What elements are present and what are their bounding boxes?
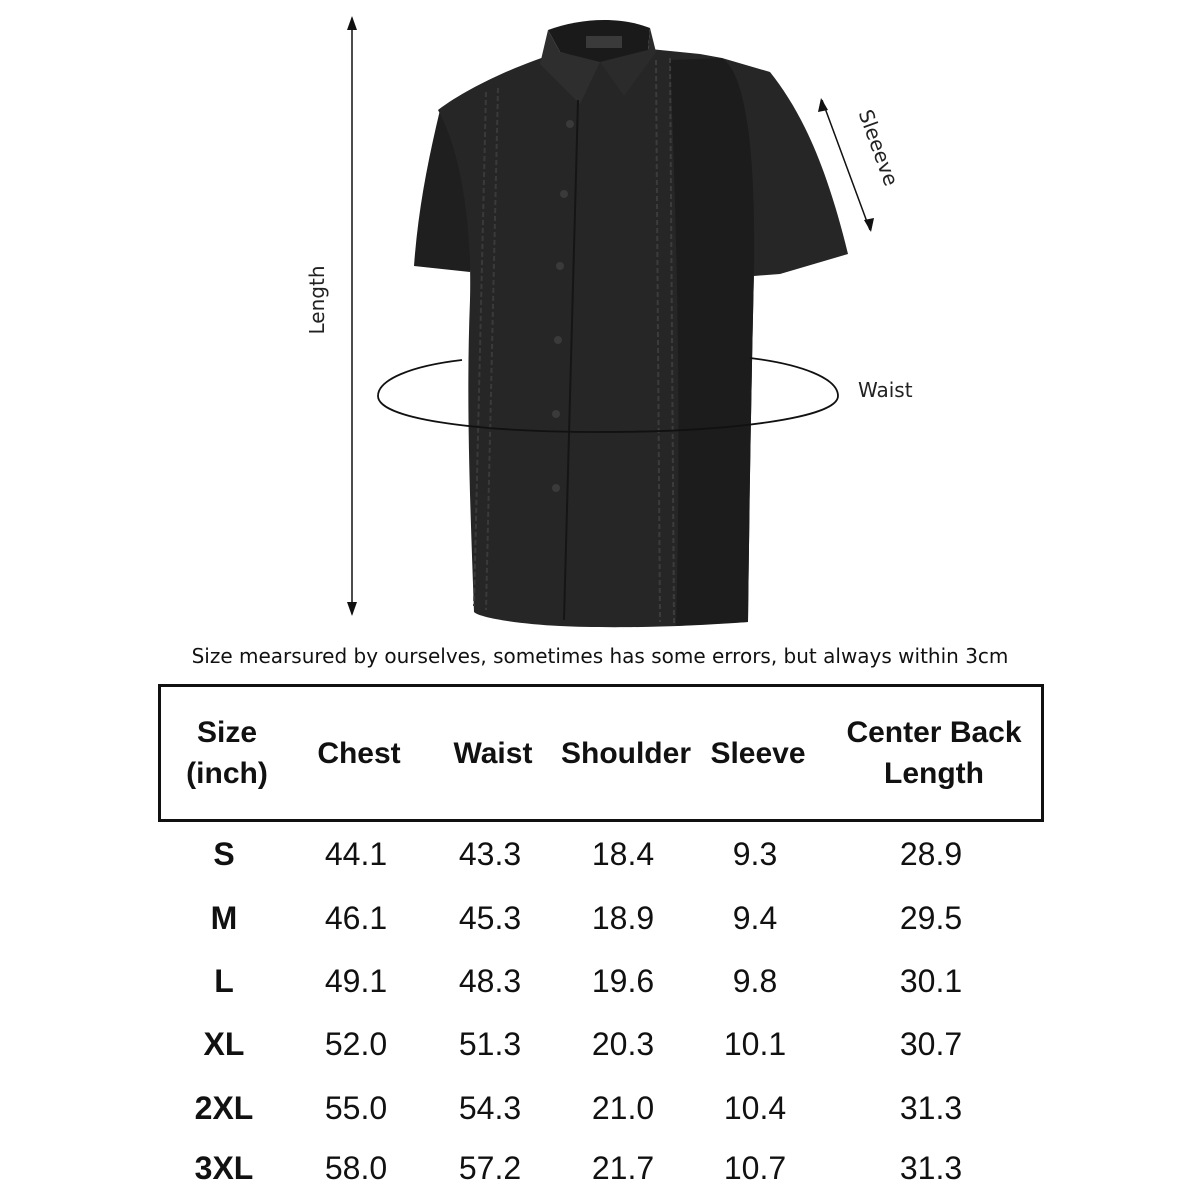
sleeve-cell: 9.8 xyxy=(732,962,778,999)
size-cell: 2XL xyxy=(194,1089,254,1126)
length-label: Length xyxy=(305,265,329,335)
waist-cell: 45.3 xyxy=(458,899,522,936)
measurement-note: Size mearsured by ourselves, sometimes has some errors, but always within 3cm xyxy=(191,644,1009,668)
table-row xyxy=(0,1136,1200,1200)
shirt-illustration xyxy=(414,20,848,627)
shoulder-cell: 20.3 xyxy=(591,1025,655,1062)
header-waist: Waist xyxy=(453,736,533,770)
header-sleeve: Sleeve xyxy=(710,736,806,770)
shoulder-cell: 21.0 xyxy=(591,1089,655,1126)
header-chest: Chest xyxy=(317,736,401,770)
size-cell: 3XL xyxy=(194,1149,254,1186)
header-shoulder: Shoulder xyxy=(560,736,691,770)
center-back-length-cell: 31.3 xyxy=(899,1089,963,1126)
waist-label: Waist xyxy=(858,378,913,402)
waist-cell: 51.3 xyxy=(458,1025,522,1062)
table-row xyxy=(0,949,1200,1013)
chest-cell: 49.1 xyxy=(324,962,388,999)
length-measure-line xyxy=(347,16,357,616)
waist-cell: 54.3 xyxy=(458,1089,522,1126)
sleeve-cell: 10.4 xyxy=(723,1089,787,1126)
waist-cell: 48.3 xyxy=(458,962,522,999)
table-row xyxy=(0,1012,1200,1076)
table-row xyxy=(0,1076,1200,1140)
shoulder-cell: 18.9 xyxy=(591,899,655,936)
header-center-back-length: Center Back Length xyxy=(846,716,1022,790)
chest-cell: 46.1 xyxy=(324,899,388,936)
center-back-length-cell: 29.5 xyxy=(899,899,963,936)
sleeve-cell: 10.7 xyxy=(723,1149,787,1186)
sleeve-cell: 9.4 xyxy=(732,899,778,936)
header-size: Size (inch) xyxy=(186,716,268,790)
size-cell: M xyxy=(210,899,238,936)
center-back-length-cell: 31.3 xyxy=(899,1149,963,1186)
size-table-header xyxy=(158,684,1044,822)
chest-cell: 58.0 xyxy=(324,1149,388,1186)
sleeve-cell: 9.3 xyxy=(732,835,778,872)
shoulder-cell: 18.4 xyxy=(591,835,655,872)
center-back-length-cell: 30.1 xyxy=(899,962,963,999)
shoulder-cell: 19.6 xyxy=(591,962,655,999)
waist-cell: 43.3 xyxy=(458,835,522,872)
table-row xyxy=(0,886,1200,950)
size-cell: S xyxy=(213,835,235,872)
sleeve-label: Sleeeve xyxy=(853,106,904,189)
sleeve-cell: 10.1 xyxy=(723,1025,787,1062)
chest-cell: 55.0 xyxy=(324,1089,388,1126)
center-back-length-cell: 28.9 xyxy=(899,835,963,872)
center-back-length-cell: 30.7 xyxy=(899,1025,963,1062)
chest-cell: 52.0 xyxy=(324,1025,388,1062)
waist-cell: 57.2 xyxy=(458,1149,522,1186)
shoulder-cell: 21.7 xyxy=(591,1149,655,1186)
size-cell: XL xyxy=(203,1025,245,1062)
table-row xyxy=(0,822,1200,886)
size-cell: L xyxy=(214,962,234,999)
chest-cell: 44.1 xyxy=(324,835,388,872)
